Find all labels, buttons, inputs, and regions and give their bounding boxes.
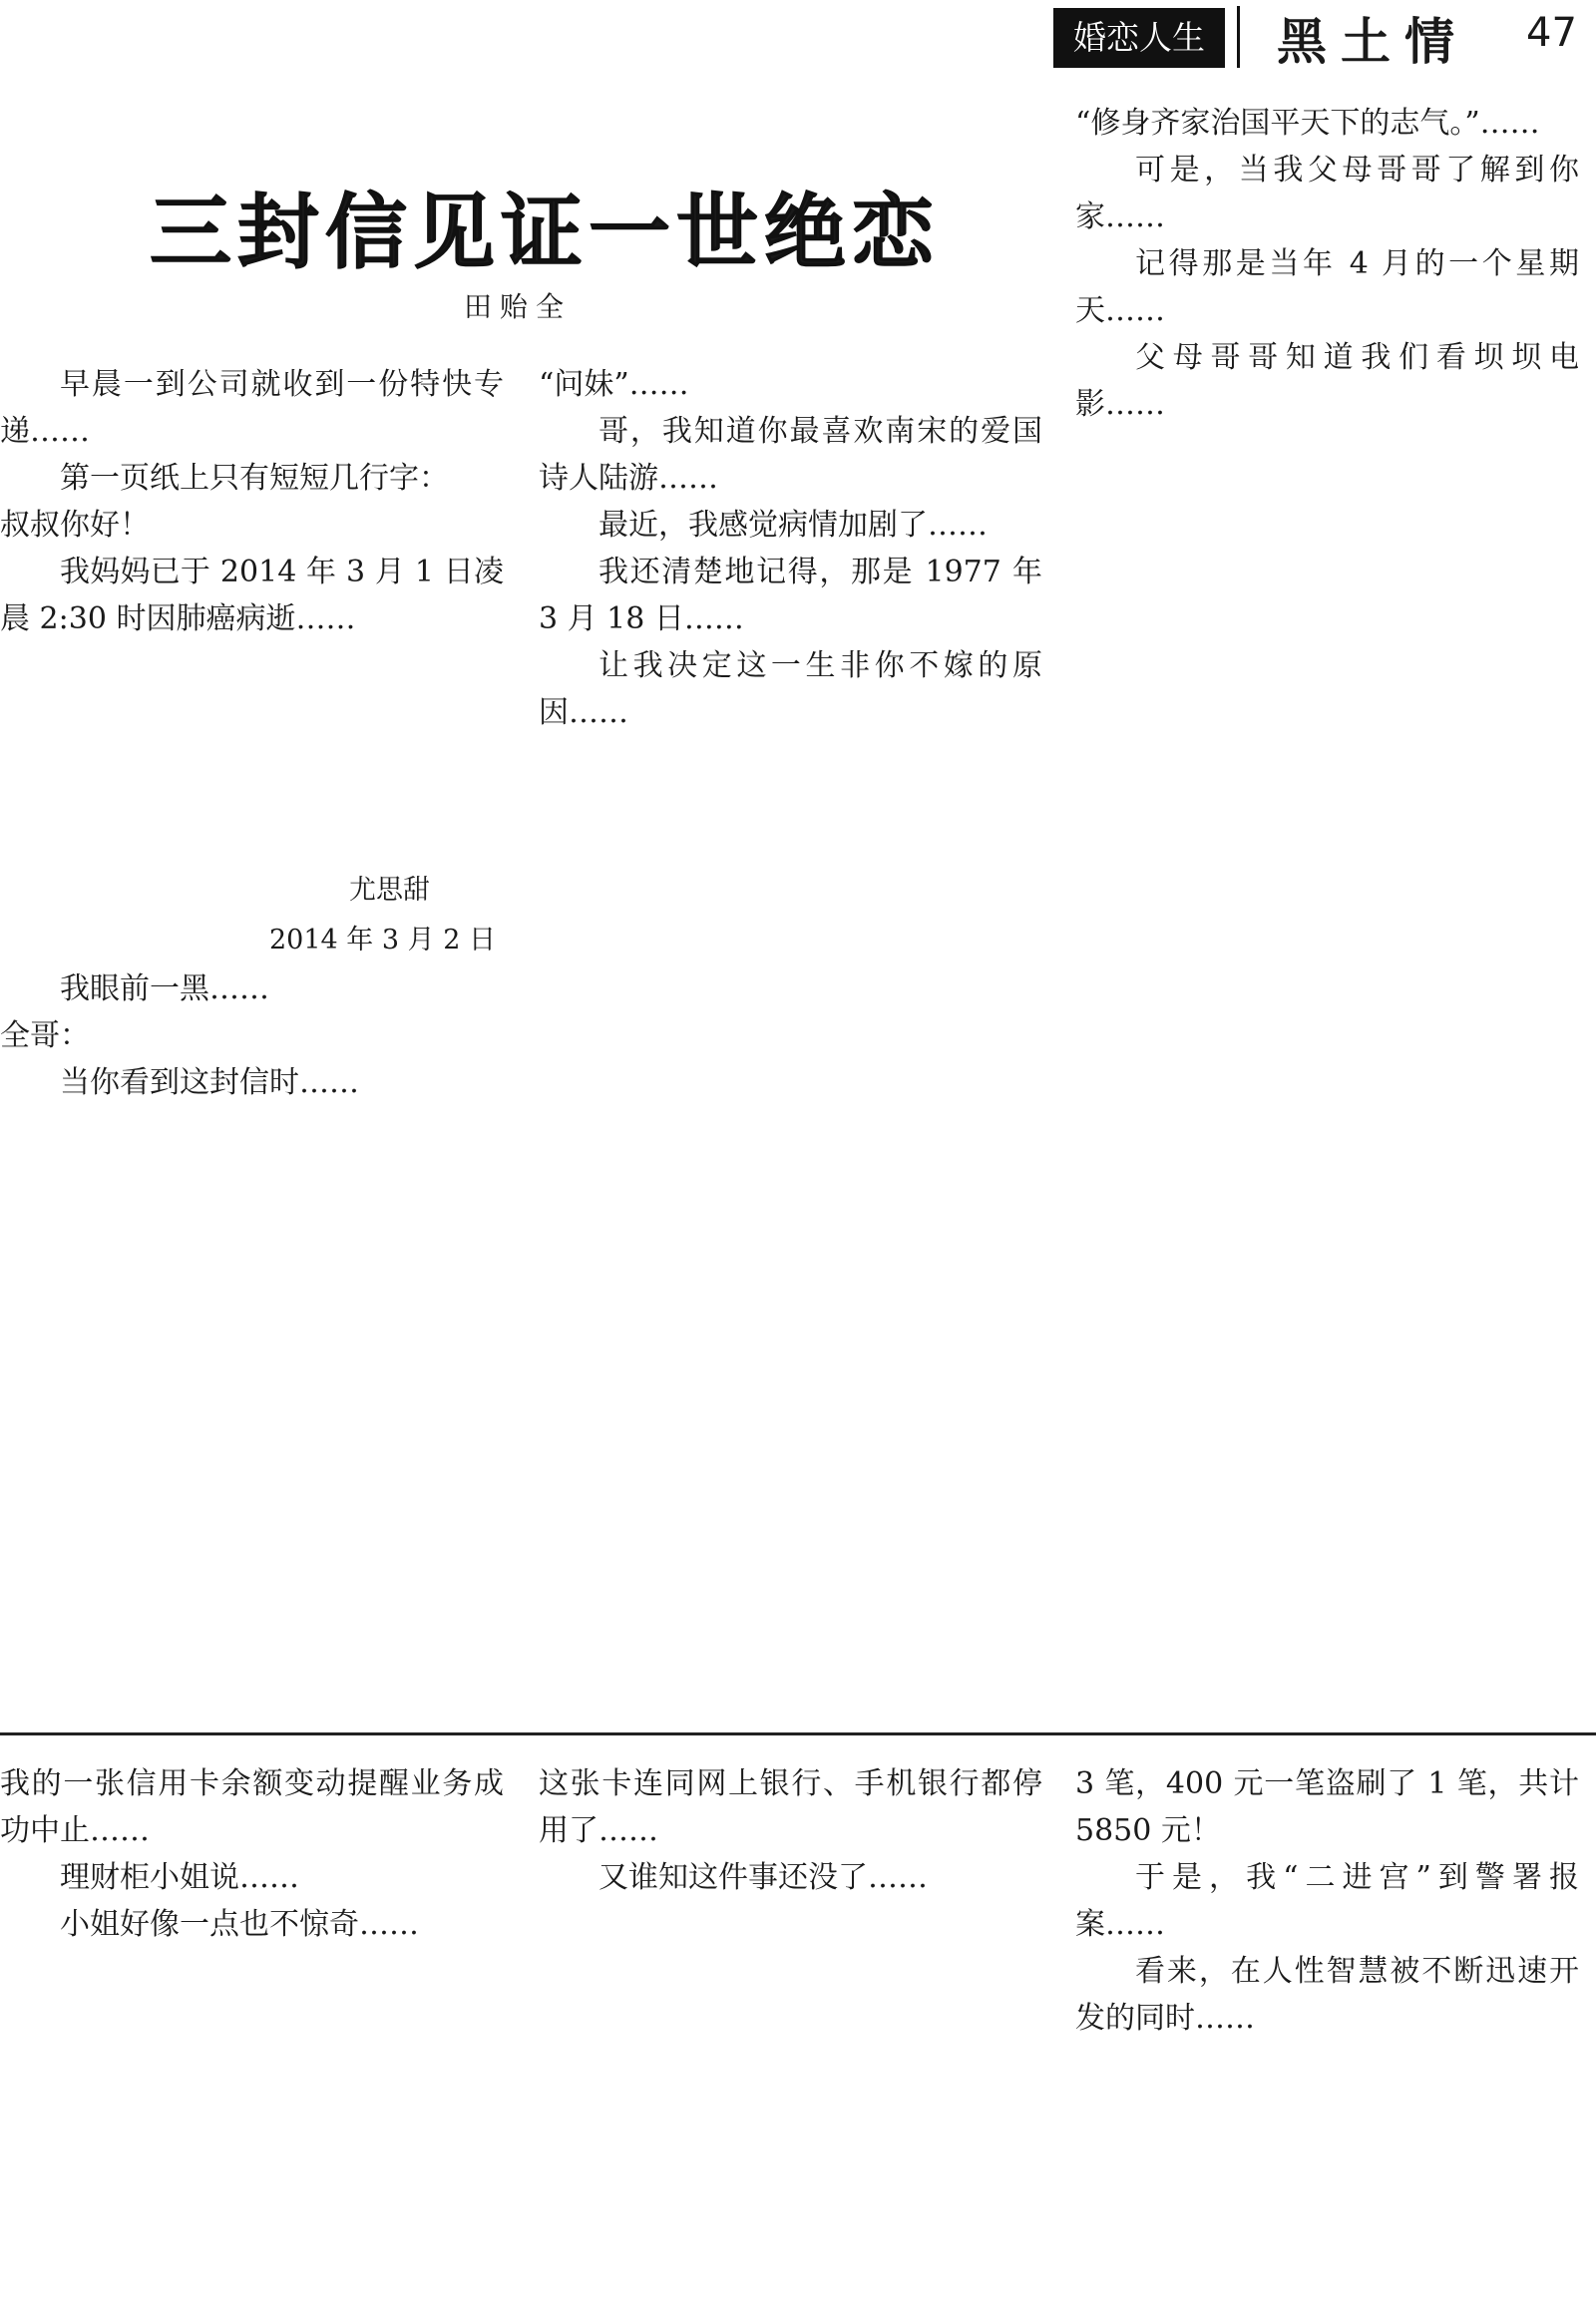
article-column-1 — [0, 361, 504, 642]
paragraph: 小姐好像一点也不惊奇…… — [60, 1907, 419, 1942]
paragraph: 当你看到这封信时…… — [60, 1065, 359, 1100]
author-byline: 田贻全 — [464, 290, 573, 323]
second-article-column-1 — [0, 1760, 504, 1948]
paragraph: 又谁知这件事还没了…… — [598, 1860, 928, 1895]
paragraph: 记得那是当年 4 月的一个星期天…… — [1075, 246, 1579, 328]
article-column-3 — [1075, 100, 1579, 428]
paragraph: 父母哥哥知道我们看坝坝电影…… — [1075, 340, 1579, 422]
paragraph: “问妹”…… — [539, 367, 689, 402]
second-article-column-3 — [1075, 1760, 1579, 2042]
paragraph: 看来，在人性智慧被不断迅速开发的同时…… — [1075, 1954, 1579, 2036]
paragraph: 理财柜小姐说…… — [60, 1860, 299, 1895]
letter-signature: 尤思甜 — [349, 875, 430, 906]
paragraph: 我还清楚地记得，那是 1977 年 3 月 18 日…… — [539, 555, 1042, 636]
paragraph: 叔叔你好！ — [0, 508, 150, 543]
paragraph: 第一页纸上只有短短几行字： — [60, 461, 449, 496]
paragraph: 让我决定这一生非你不嫁的原因…… — [539, 648, 1042, 730]
paragraph: 我眼前一黑…… — [60, 971, 269, 1006]
masthead: 黑土情 — [1277, 12, 1468, 71]
paragraph: 可是，当我父母哥哥了解到你家…… — [1075, 153, 1579, 234]
article-column-1b — [0, 965, 504, 1106]
paragraph: “修身齐家治国平天下的志气。”…… — [1075, 106, 1540, 141]
paragraph: 这张卡连同网上银行、手机银行都停用了…… — [539, 1766, 1042, 1848]
paragraph: 于是，我“二进宫”到警署报案…… — [1075, 1860, 1579, 1942]
paragraph: 我的一张信用卡余额变动提醒业务成功中止…… — [0, 1766, 504, 1848]
section-divider — [0, 1732, 1596, 1735]
article-title: 三封信见证一世绝恋 — [150, 185, 941, 280]
paragraph: 3 笔，400 元一笔盗刷了 1 笔，共计 5850 元！ — [1075, 1766, 1579, 1848]
page-number: 47 — [1526, 10, 1577, 56]
paragraph: 早晨一到公司就收到一份特快专递…… — [0, 367, 504, 449]
paragraph: 全哥： — [0, 1018, 90, 1053]
second-article-column-2 — [539, 1760, 1042, 1901]
header-divider — [1237, 6, 1240, 68]
letter-date: 2014 年 3 月 2 日 — [269, 925, 496, 956]
paragraph: 我妈妈已于 2014 年 3 月 1 日凌晨 2:30 时因肺癌病逝…… — [0, 555, 504, 636]
paragraph: 哥，我知道你最喜欢南宋的爱国诗人陆游…… — [539, 414, 1042, 496]
paragraph: 最近，我感觉病情加剧了…… — [598, 508, 988, 543]
section-tag: 婚恋人生 — [1053, 8, 1225, 68]
article-column-2 — [539, 361, 1042, 736]
